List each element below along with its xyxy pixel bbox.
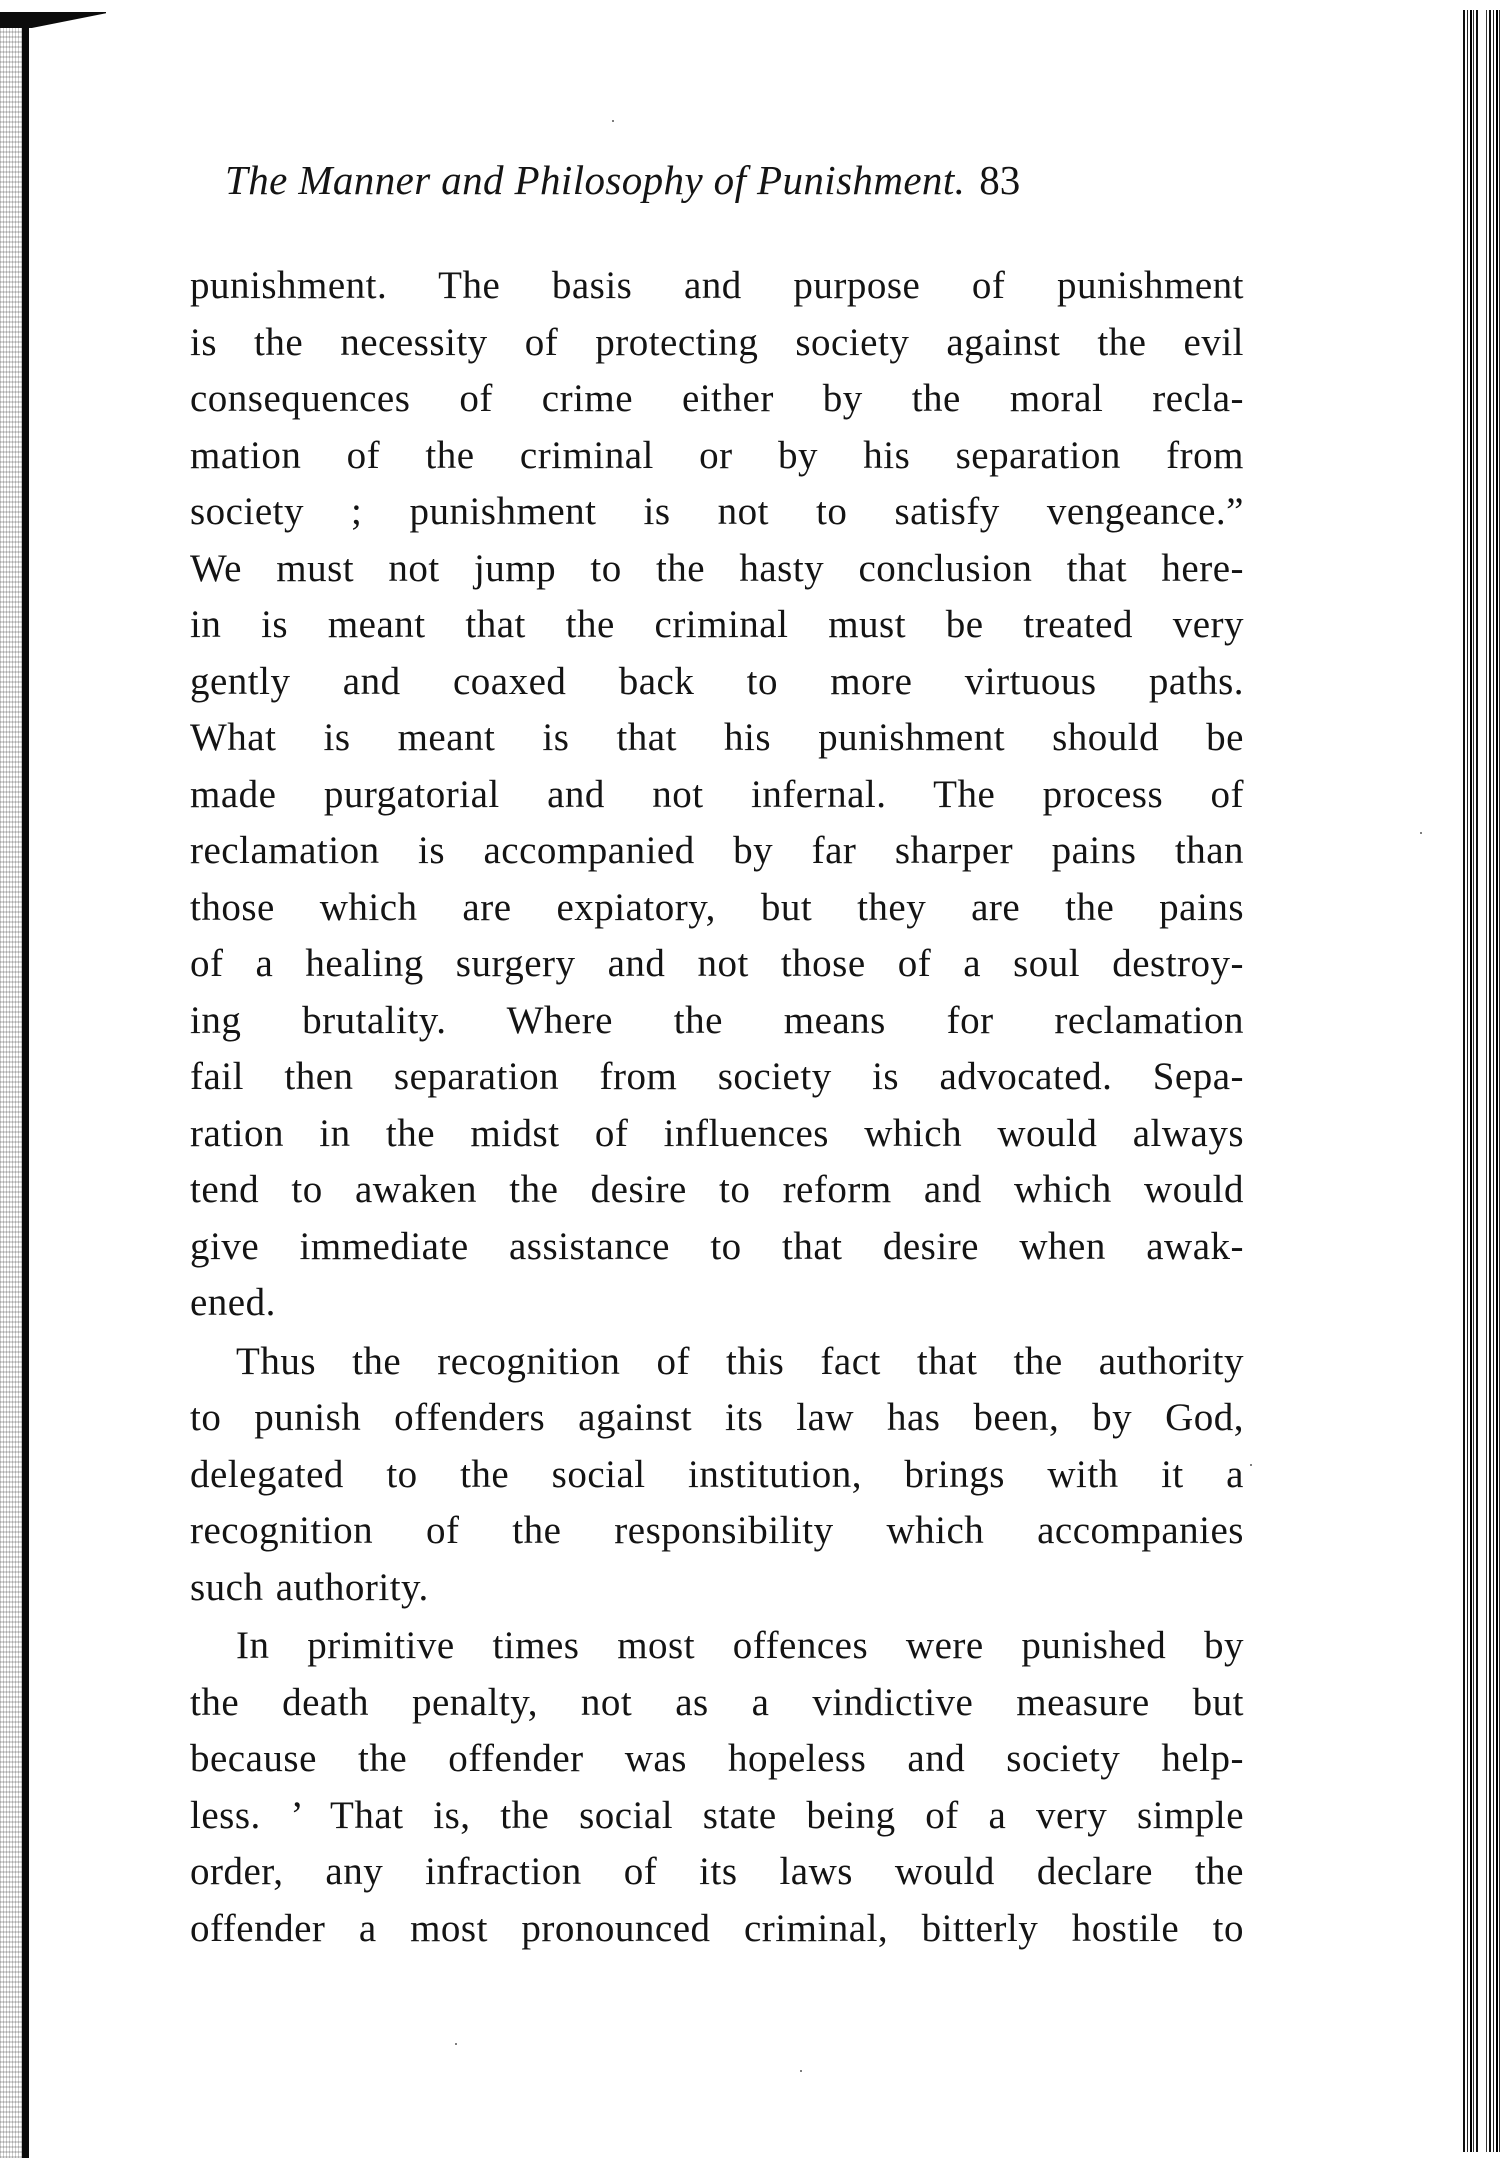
text-line: In primitive times most offences were punished by: [236, 1624, 1244, 1667]
text-line: offender a most pronounced criminal, bitterly hostile to: [190, 1906, 1244, 1950]
paragraph: [190, 1618, 1244, 1957]
text-line: made purgatorial and not infernal. The process of: [190, 772, 1244, 816]
text-line: is the necessity of protecting society against the evil: [190, 320, 1244, 364]
text-line: give immediate assistance to that desire when awak-: [190, 1224, 1244, 1268]
scan-speck: [1420, 832, 1422, 834]
scan-speck: [612, 120, 614, 122]
text-line: to punish offenders against its law has been, by God,: [190, 1396, 1244, 1439]
text-line: punishment. The basis and purpose of punishment: [190, 264, 1244, 307]
text-line: order, any infraction of its laws would declare the: [190, 1850, 1244, 1893]
paragraph: [190, 258, 1244, 1332]
paragraph: [190, 1334, 1244, 1617]
text-line: reclamation is accompanied by far sharper pains than: [190, 829, 1244, 872]
text-line: gently and coaxed back to more virtuous paths.: [190, 659, 1244, 703]
text-line: less. ’ That is, the social state being of a very simple: [190, 1793, 1244, 1837]
scan-speck: [1250, 1464, 1252, 1466]
text-line: delegated to the social institution, brings with it a: [190, 1452, 1244, 1496]
text-line: ing brutality. Where the means for reclamation: [190, 998, 1244, 1042]
text-line: Thus the recognition of this fact that the authority: [236, 1339, 1244, 1383]
text-line: What is meant is that his punishment should be: [190, 716, 1244, 759]
running-head: [225, 152, 1245, 208]
text-line: the death penalty, not as a vindictive measure but: [190, 1680, 1244, 1724]
binding-corner-shadow: [0, 12, 106, 28]
text-line: of a healing surgery and not those of a soul destroy-: [190, 942, 1244, 985]
text-line: ened.: [190, 1281, 276, 1324]
text-line: consequences of crime either by the moral recla-: [190, 377, 1244, 420]
text-line: ration in the midst of influences which would always: [190, 1111, 1244, 1155]
text-line: those which are expiatory, but they are the pains: [190, 885, 1244, 929]
scan-speck: [800, 2070, 802, 2072]
page-number: 83: [979, 157, 1021, 203]
text-line: We must not jump to the hasty conclusion that here-: [190, 546, 1244, 590]
body-text: [190, 258, 1244, 1957]
text-line: in is meant that the criminal must be treated very: [190, 603, 1244, 646]
text-line: fail then separation from society is advocated. Sepa-: [190, 1055, 1244, 1098]
text-line: mation of the criminal or by his separation from: [190, 433, 1244, 477]
text-line: tend to awaken the desire to reform and which would: [190, 1168, 1244, 1211]
text-line: recognition of the responsibility which accompanies: [190, 1509, 1244, 1552]
text-line: such authority.: [190, 1565, 429, 1609]
page-edge-gap: [1480, 10, 1485, 2152]
binding-edge-line: [22, 16, 29, 2158]
running-head-title: The Manner and Philosophy of Punishment.: [225, 157, 966, 203]
scan-speck: [455, 2043, 457, 2045]
text-line: society ; punishment is not to satisfy vengeance.”: [190, 490, 1244, 533]
text-line: because the offender was hopeless and society help-: [190, 1737, 1244, 1780]
binding-gutter-shadow: [0, 18, 22, 2158]
